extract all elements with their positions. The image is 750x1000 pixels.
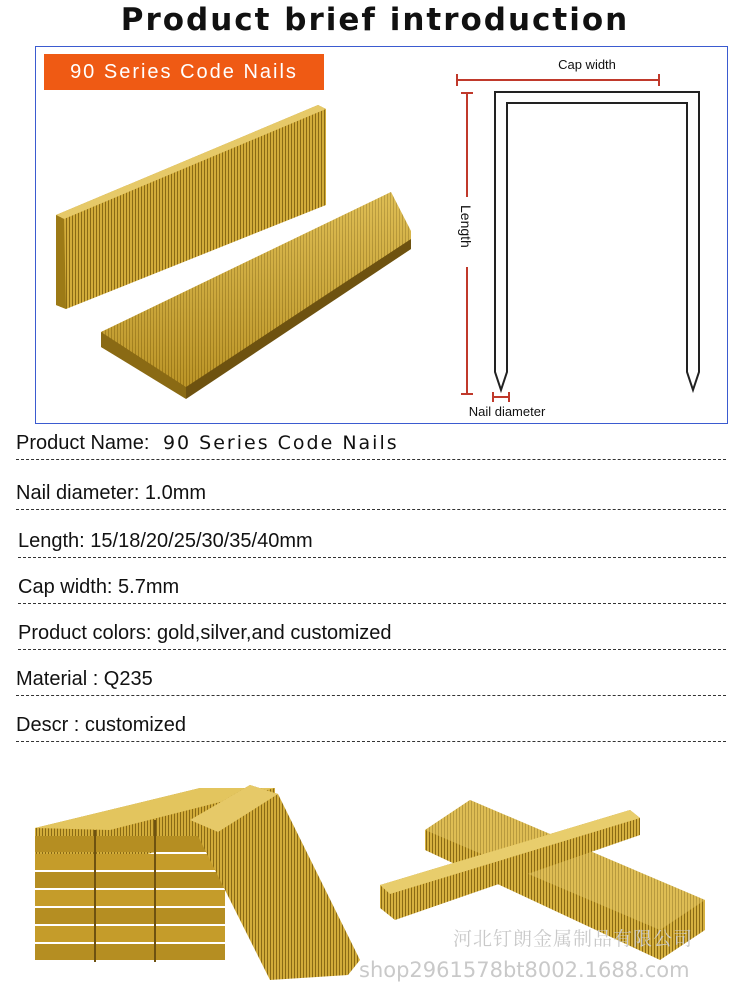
watermark-shop: shop2961578bt8002.1688.com <box>359 958 690 982</box>
spec-material-text: Material : Q235 <box>16 668 153 690</box>
spec-material <box>16 668 726 696</box>
spec-descr <box>16 714 726 742</box>
spec-product-name-label: Product Name: <box>16 432 150 454</box>
spec-product-colors <box>18 622 726 650</box>
spec-cap-width-text: Cap width: 5.7mm <box>18 576 180 598</box>
spec-nail-diameter <box>16 482 726 510</box>
spec-descr-text: Descr : customized <box>16 714 187 736</box>
nail-diameter-label: Nail diameter <box>468 404 546 419</box>
spec-length <box>18 530 726 558</box>
spec-product-name <box>16 432 726 460</box>
length-label: Length <box>458 205 474 248</box>
spec-cap-width <box>18 576 726 604</box>
nail-strips-image <box>36 47 411 424</box>
stacked-strips-photo <box>30 780 370 990</box>
product-badge: 90 Series Code Nails <box>44 54 324 90</box>
spec-product-colors-text: Product colors: gold,silver,and customized <box>18 622 392 644</box>
spec-nail-diameter-text: Nail diameter: 1.0mm <box>16 482 207 504</box>
spec-product-name-value: 90 Series Code Nails <box>162 432 399 454</box>
cap-width-label: Cap width <box>558 57 616 72</box>
watermark-company: 河北钉朗金属制品有限公司 <box>453 928 694 950</box>
staple-dimension-diagram <box>411 47 728 424</box>
spec-length-text: Length: 15/18/20/25/30/35/40mm <box>18 530 313 552</box>
page-title: Product brief introduction <box>120 2 630 38</box>
hero-panel <box>35 46 728 424</box>
